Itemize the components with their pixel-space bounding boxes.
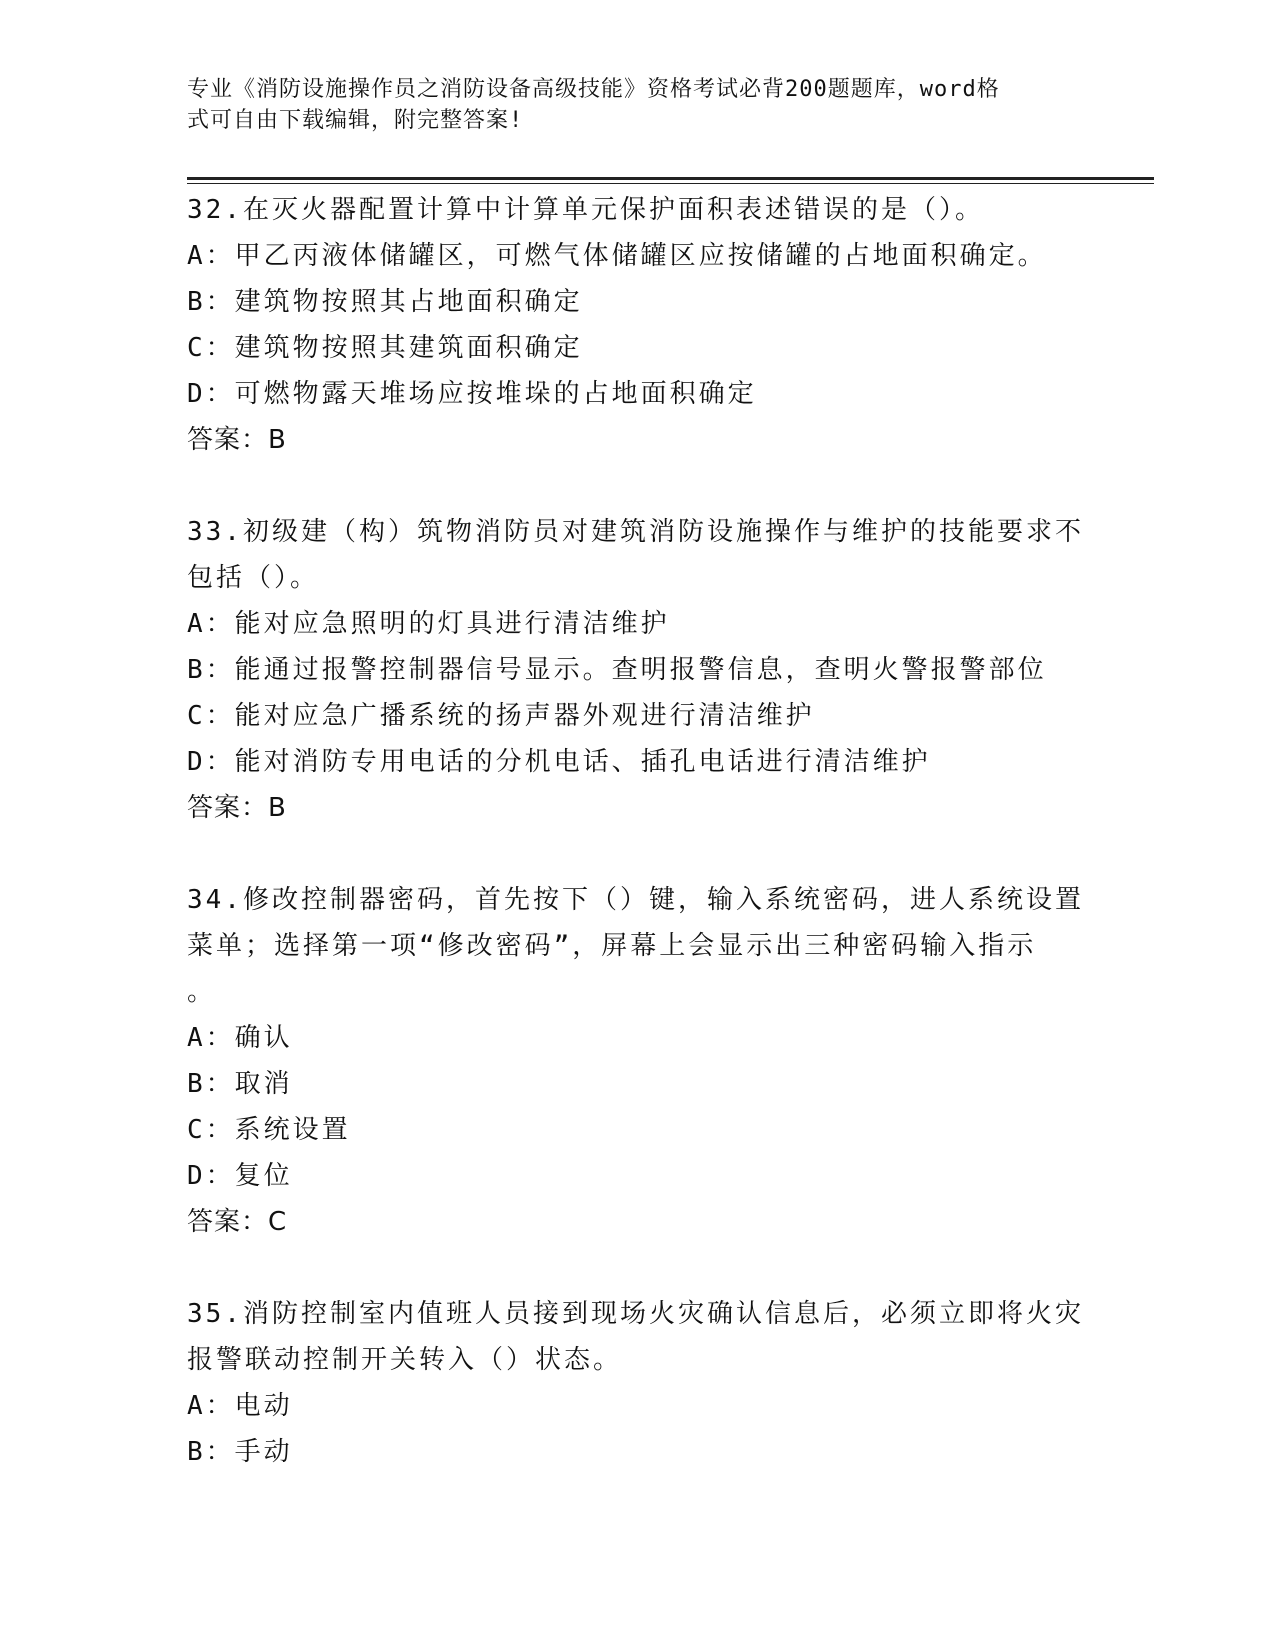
question-34 [187, 877, 1087, 1245]
question-35 [187, 1291, 1087, 1475]
option-b: B：取消 [187, 1069, 293, 1099]
header-divider-thick [187, 177, 1154, 180]
question-stem: 32.在灭火器配置计算中计算单元保护面积表述错误的是（）。 [187, 195, 984, 225]
header-line-2: 式可自由下载编辑，附完整答案! [187, 108, 524, 133]
header-line-1: 专业《消防设施操作员之消防设备高级技能》资格考试必背200题题库，word格 [187, 77, 1000, 102]
option-d: D：可燃物露天堆场应按堆垛的占地面积确定 [187, 379, 757, 409]
answer: 答案：B [187, 425, 287, 455]
header-divider-thin [187, 183, 1154, 184]
question-list [187, 187, 1087, 1521]
option-c: C：建筑物按照其建筑面积确定 [187, 333, 583, 363]
option-a: A：确认 [187, 1023, 293, 1053]
option-a: A：能对应急照明的灯具进行清洁维护 [187, 609, 670, 639]
answer: 答案：C [187, 1207, 288, 1237]
question-32 [187, 187, 1087, 463]
option-b: B：建筑物按照其占地面积确定 [187, 287, 583, 317]
question-stem-line-1: 33.初级建（构）筑物消防员对建筑消防设施操作与维护的技能要求不 [187, 517, 1084, 547]
option-c: C：系统设置 [187, 1115, 351, 1145]
question-stem-line-2: 菜单；选择第一项“修改密码”，屏幕上会显示出三种密码输入指示 [187, 931, 1037, 961]
option-b: B：能通过报警控制器信号显示。查明报警信息，查明火警报警部位 [187, 655, 1047, 685]
option-d: D：复位 [187, 1161, 293, 1191]
document-header [187, 74, 1067, 136]
option-c: C：能对应急广播系统的扬声器外观进行清洁维护 [187, 701, 815, 731]
option-b: B：手动 [187, 1437, 293, 1467]
question-stem-line-2: 报警联动控制开关转入（）状态。 [187, 1345, 623, 1375]
answer: 答案：B [187, 793, 287, 823]
option-d: D：能对消防专用电话的分机电话、插孔电话进行清洁维护 [187, 747, 931, 777]
option-a: A：甲乙丙液体储罐区，可燃气体储罐区应按储罐的占地面积确定。 [187, 241, 1047, 271]
question-stem-line-3: 。 [187, 977, 217, 1007]
question-33 [187, 509, 1087, 831]
option-a: A：电动 [187, 1391, 293, 1421]
question-stem-line-2: 包括（）。 [187, 563, 320, 593]
question-stem-line-1: 34.修改控制器密码，首先按下（）键，输入系统密码，进人系统设置 [187, 885, 1084, 915]
question-stem-line-1: 35.消防控制室内值班人员接到现场火灾确认信息后，必须立即将火灾 [187, 1299, 1084, 1329]
